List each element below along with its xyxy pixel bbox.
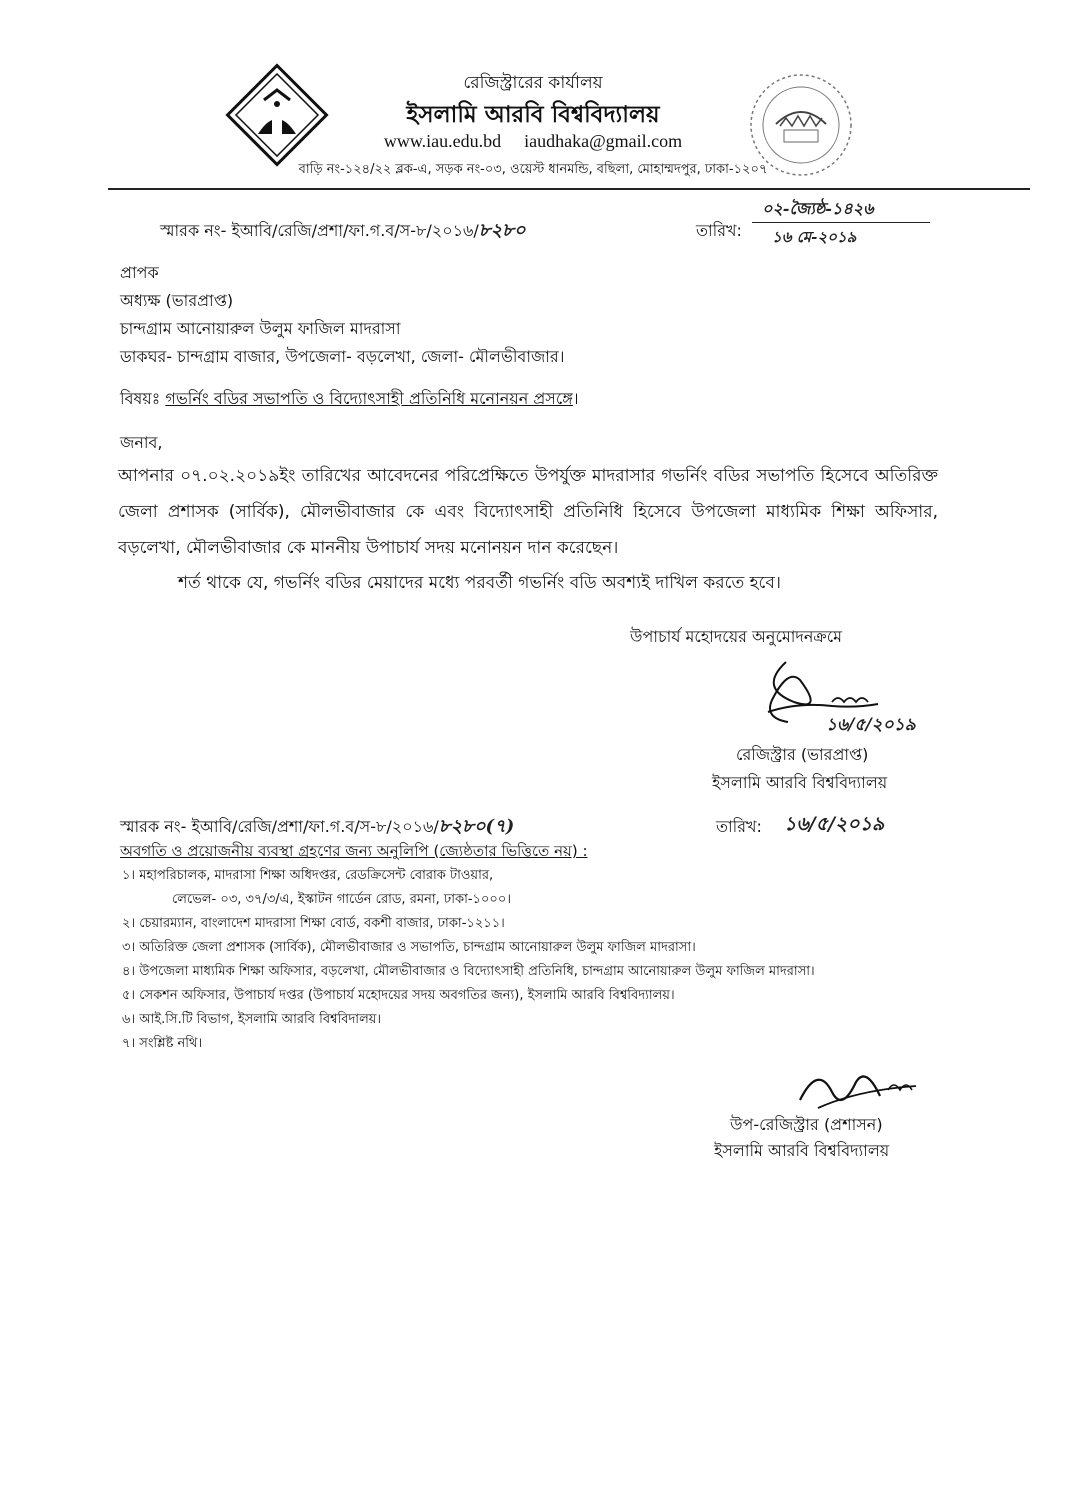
memo-ref-number: ৮২৮০ — [478, 220, 526, 241]
header-contact — [0, 131, 1066, 152]
memo-date-label: তারিখ: — [696, 221, 742, 240]
recipient-label: প্রাপক — [120, 263, 159, 282]
recipient-line3: ডাকঘর- চান্দগ্রাম বাজার, উপজেলা- বড়লেখা, জেলা- মৌলভীবাজার। — [120, 347, 565, 366]
memo-ref-label: স্মারক নং- ইআবি/রেজি/প্রশা/ফা.গ.ব/স-৮/২০১৬/ — [160, 221, 479, 240]
salutation: জনাব, — [120, 433, 163, 452]
memo2-ref-number: ৮২৮০(৭) — [438, 816, 515, 837]
body-condition: শর্ত থাকে যে, গভর্নিং বডির মেয়াদের মধ্যে পরবর্তী গভর্নিং বডি অবশ্যই দাখিল করতে হবে। — [178, 573, 781, 593]
header-office: রেজিস্ট্রারের কার্যালয় — [463, 73, 603, 93]
copy-item-2: ২। চেয়ারম্যান, বাংলাদেশ মাদরাসা শিক্ষা বোর্ড, বকশী বাজার, ঢাকা-১২১১। — [122, 916, 505, 931]
memo2-ref-label: স্মারক নং- ইআবি/রেজি/প্রশা/ফা.গ.ব/স-৮/২০১৬/ — [120, 817, 439, 836]
header-address: বাড়ি নং-১২৪/২২ ব্লক-এ, সড়ক নং-০৩, ওয়েস্ট ধানমন্ডি, বছিলা, মোহাম্মদপুর, ঢাকা-১২০৭ — [298, 162, 768, 177]
deputy-registrar-org: ইসলামি আরবি বিশ্ববিদ্যালয় — [714, 1141, 890, 1160]
registrar-org: ইসলামি আরবি বিশ্ববিদ্যালয় — [712, 773, 888, 792]
memo-date-divider — [752, 222, 930, 223]
deputy-registrar-title: উপ-রেজিস্ট্রার (প্রশাসন) — [730, 1115, 883, 1134]
deputy-registrar-signature — [788, 1060, 938, 1120]
copy-item-1-cont: লেভেল- ০৩, ৩৭/৩/এ, ইস্কাটন গার্ডেন রোড, রমনা, ঢাকা-১০০০। — [172, 892, 511, 907]
header-university: ইসলামি আরবি বিশ্ববিদ্যালয় — [406, 102, 660, 128]
copy-item-4: ৪। উপজেলা মাধ্যমিক শিক্ষা অফিসার, বড়লেখা, মৌলভীবাজার ও বিদ্যোৎসাহী প্রতিনিধি, চান্দগ্রাম আনোয়ারুল উলুম ফাজিল মাদরাসা। — [122, 964, 815, 979]
subject-text: গভর্নিং বডির সভাপতি ও বিদ্যোৎসাহী প্রতিনিধি মনোনয়ন প্রসঙ্গে — [165, 389, 573, 408]
body-paragraph: আপনার ০৭.০২.২০১৯ইং তারিখের আবেদনের পরিপ্রেক্ষিতে উপর্যুক্ত মাদরাসার গভর্নিং বডির সভাপতি হিসেবে অতিরিক্ত জেলা প্রশাসক (সার্বিক), মৌলভীবাজার কে এবং বিদ্যোৎসাহী প্রতিনিধি হিসেবে উপজেলা মাধ্যমিক শিক্ষা অফিসার, বড়লেখা, মৌলভীবাজার কে মাননীয় উপাচার্য সদয় মনোনয়ন দান করেছেন। — [118, 466, 938, 558]
copies-heading: অবগতি ও প্রয়োজনীয় ব্যবস্থা গ্রহণের জন্য অনুলিপি (জ্যেষ্ঠতার ভিত্তিতে নয়) : — [120, 842, 588, 860]
memo-ref — [160, 216, 526, 247]
registrar-sign-date: ১৬/৫/২০১৯ — [826, 715, 916, 735]
header-website[interactable]: www.iau.edu.bd — [383, 131, 502, 151]
copy-item-7: ৭। সংশ্লিষ্ট নথি। — [122, 1036, 203, 1051]
memo2-date: ১৬/৫/২০১৯ — [784, 813, 885, 835]
copy-item-3: ৩। অতিরিক্ত জেলা প্রশাসক (সার্বিক), মৌলভীবাজার ও সভাপতি, চান্দগ্রাম আনোয়ারুল উলুম ফাজিল মাদরাসা। — [122, 940, 696, 955]
copy-item-1: ১। মহাপরিচালক, মাদরাসা শিক্ষা অধিদপ্তর, রেডক্রিসেন্ট বোরাক টাওয়ার, — [122, 868, 494, 883]
registrar-title: রেজিস্ট্রার (ভারপ্রাপ্ত) — [736, 745, 869, 764]
header-rule — [108, 188, 1030, 190]
copy-item-6: ৬। আই.সি.টি বিভাগ, ইসলামি আরবি বিশ্ববিদালয়। — [122, 1012, 382, 1027]
seal-stamp — [746, 70, 856, 180]
header-email[interactable]: iaudhaka@gmail.com — [524, 131, 683, 151]
approval-note: উপাচার্য মহোদয়ের অনুমোদনক্রমে — [630, 627, 843, 646]
subject-line — [120, 386, 579, 413]
recipient-line1: অধ্যক্ষ (ভারপ্রাপ্ত) — [120, 291, 234, 310]
subject-label: বিষয়ঃ — [120, 389, 161, 408]
recipient-line2: চান্দগ্রাম আনোয়ারুল উলুম ফাজিল মাদরাসা — [120, 319, 401, 338]
memo2-ref — [120, 812, 514, 843]
memo2-date-label: তারিখ: — [716, 817, 762, 836]
copy-item-5: ৫। সেকশন অফিসার, উপাচার্য দপ্তর (উপাচার্য মহোদয়ের সদয় অবগতির জন্য), ইসলামি আরবি বিশ্ববিদ্যালয়। — [122, 988, 675, 1003]
subject-end: । — [572, 389, 579, 408]
memo-date-english: ১৬ মে-২০১৯ — [772, 228, 857, 246]
memo-date-bangla: ০২-জ্যৈষ্ঠ-১৪২৬ — [762, 199, 874, 218]
